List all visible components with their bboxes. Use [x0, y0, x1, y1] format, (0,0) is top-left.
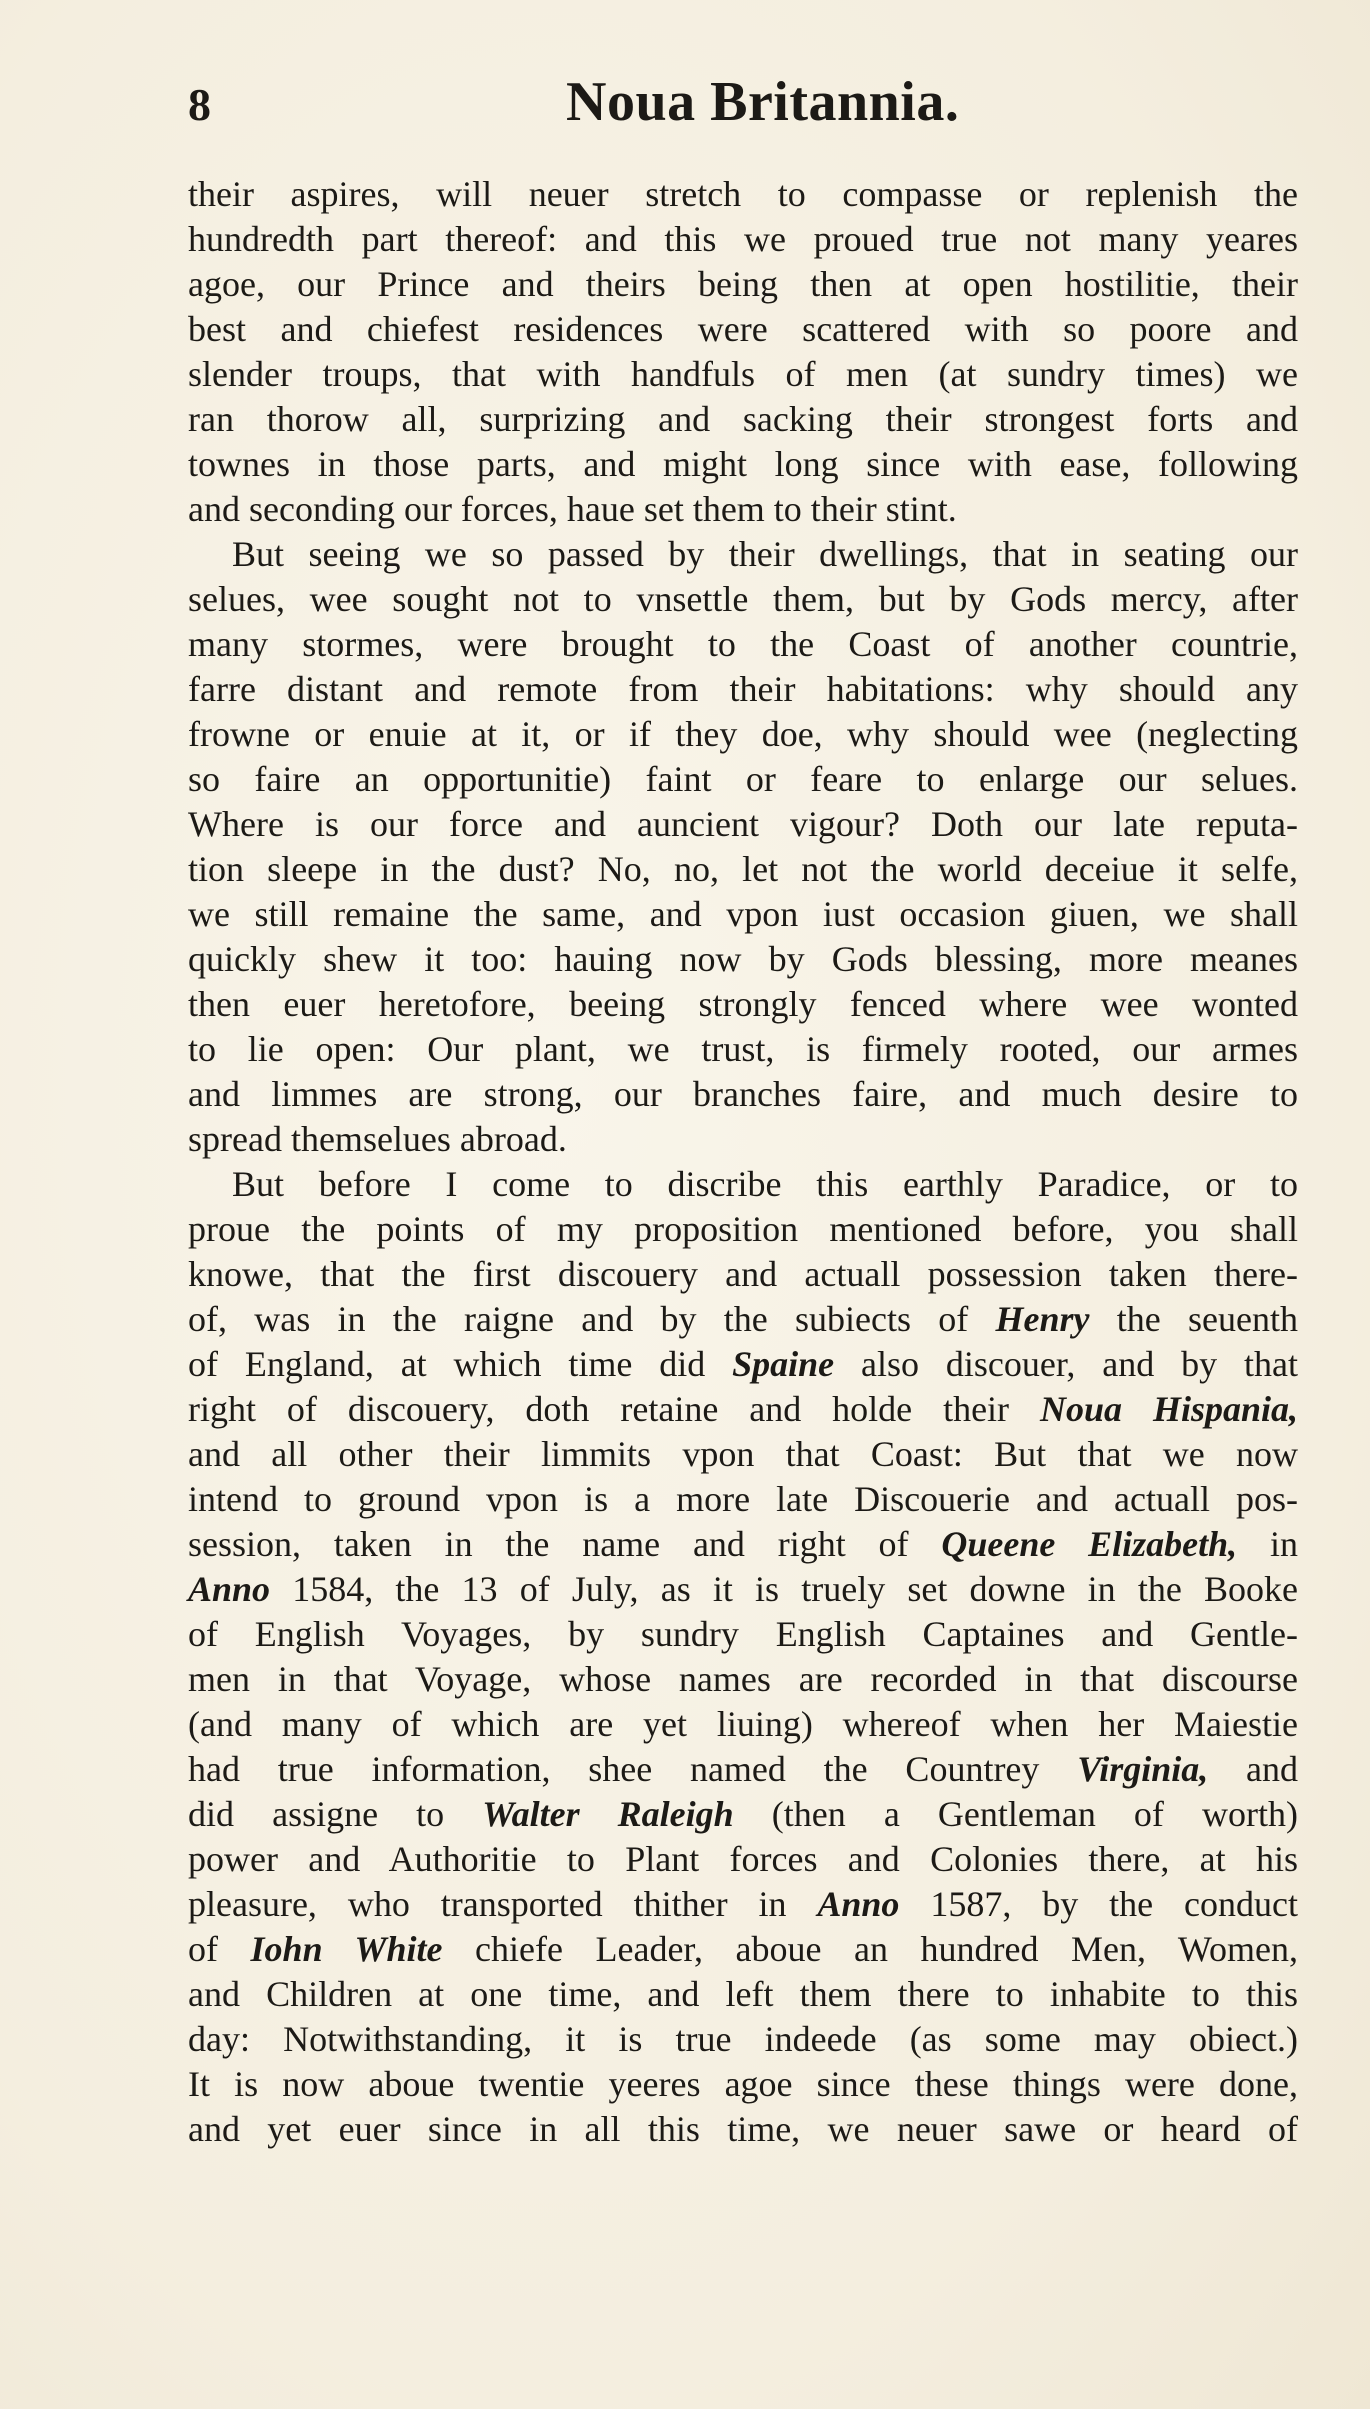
- text-run: in: [1237, 1524, 1298, 1564]
- text-run: the seuenth: [1089, 1299, 1298, 1339]
- text-run: quickly shew it too: hauing now by Gods blessing, more meanes: [188, 939, 1298, 979]
- text-line: [188, 262, 1298, 307]
- text-run: we still remaine the same, and vpon iust occasion giuen, we shall: [188, 894, 1298, 934]
- text-line: [188, 892, 1298, 937]
- text-run: frowne or enuie at it, or if they doe, why should wee (neglecting: [188, 714, 1298, 754]
- text-line: [188, 1117, 1298, 1162]
- text-run: hundredth part thereof: and this we proued true not many yeares: [188, 219, 1298, 259]
- italic-name: Henry: [995, 1299, 1090, 1339]
- text-line: [188, 802, 1298, 847]
- text-line: [188, 1837, 1298, 1882]
- text-run: of England, at which time did: [188, 1344, 733, 1384]
- text-run: ran thorow all, surprizing and sacking their strongest forts and: [188, 399, 1298, 439]
- text-run: power and Authoritie to Plant forces and Colonies there, at his: [188, 1839, 1298, 1879]
- text-line: [188, 1612, 1298, 1657]
- text-run: their aspires, will neuer stretch to compasse or replenish the: [188, 174, 1298, 214]
- italic-name: Spaine: [732, 1344, 835, 1384]
- text-run: proue the points of my proposition mentioned before, you shall: [188, 1209, 1298, 1249]
- text-run: knowe, that the first discouery and actuall possession taken there-: [188, 1254, 1298, 1294]
- text-line: [188, 622, 1298, 667]
- text-line: [188, 847, 1298, 892]
- text-run: and seconding our forces, haue set them to their stint.: [188, 489, 957, 529]
- text-run: of English Voyages, by sundry English Captaines and Gentle-: [188, 1614, 1298, 1654]
- text-run: and Children at one time, and left them there to inhabite to this: [188, 1974, 1298, 2014]
- text-line: [188, 1342, 1298, 1387]
- text-run: to lie open: Our plant, we trust, is firmely rooted, our armes: [188, 1029, 1298, 1069]
- text-run: then euer heretofore, beeing strongly fenced where wee wonted: [188, 984, 1298, 1024]
- text-line: [188, 487, 1298, 532]
- text-line: [188, 982, 1298, 1027]
- italic-name: Noua Hispania,: [1040, 1389, 1298, 1429]
- text-line: [188, 307, 1298, 352]
- text-line: [188, 1522, 1298, 1567]
- text-line: [188, 1297, 1298, 1342]
- text-line: [188, 532, 1298, 577]
- text-line: [188, 217, 1298, 262]
- text-run: agoe, our Prince and theirs being then at open hostilitie, their: [188, 264, 1298, 304]
- text-line: [188, 1972, 1298, 2017]
- text-line: [188, 1702, 1298, 1747]
- text-line: [188, 1387, 1298, 1432]
- text-run: But seeing we so passed by their dwellings, that in seating our: [232, 534, 1298, 574]
- text-run: many stormes, were brought to the Coast of another countrie,: [188, 624, 1298, 664]
- text-line: [188, 667, 1298, 712]
- text-line: [188, 1252, 1298, 1297]
- text-line: [188, 1162, 1298, 1207]
- text-run: so faire an opportunitie) faint or feare to enlarge our selues.: [188, 759, 1298, 799]
- text-line: [188, 352, 1298, 397]
- text-run: best and chiefest residences were scattered with so poore and: [188, 309, 1298, 349]
- italic-name: Queene Elizabeth,: [941, 1524, 1238, 1564]
- italic-name: Anno: [188, 1569, 271, 1609]
- text-run: slender troups, that with handfuls of men (at sundry times) we: [188, 354, 1298, 394]
- text-line: [188, 1657, 1298, 1702]
- text-run: intend to ground vpon is a more late Discouerie and actuall pos-: [188, 1479, 1298, 1519]
- text-run: 1584, the 13 of July, as it is truely set downe in the Booke: [270, 1569, 1298, 1609]
- text-run: spread themselues abroad.: [188, 1119, 567, 1159]
- text-line: [188, 1567, 1298, 1612]
- text-run: men in that Voyage, whose names are recorded in that discourse: [188, 1659, 1298, 1699]
- running-head: [188, 70, 1298, 140]
- text-run: (then a Gentleman of worth): [733, 1794, 1298, 1834]
- text-run: It is now aboue twentie yeeres agoe since these things were done,: [188, 2064, 1298, 2104]
- italic-name: Virginia,: [1077, 1749, 1209, 1789]
- text-run: selues, wee sought not to vnsettle them, but by Gods mercy, after: [188, 579, 1298, 619]
- text-run: and: [1208, 1749, 1298, 1789]
- text-line: [188, 1927, 1298, 1972]
- text-run: and all other their limmits vpon that Coast: But that we now: [188, 1434, 1298, 1474]
- text-run: farre distant and remote from their habitations: why should any: [188, 669, 1298, 709]
- text-line: [188, 2062, 1298, 2107]
- text-line: [188, 442, 1298, 487]
- text-line: [188, 2107, 1298, 2152]
- text-run: session, taken in the name and right of: [188, 1524, 942, 1564]
- text-run: day: Notwithstanding, it is true indeede (as some may obiect.): [188, 2019, 1298, 2059]
- text-line: [188, 1027, 1298, 1072]
- text-line: [188, 397, 1298, 442]
- text-run: of, was in the raigne and by the subiects of: [188, 1299, 996, 1339]
- text-line: [188, 757, 1298, 802]
- text-line: [188, 2017, 1298, 2062]
- text-line: [188, 937, 1298, 982]
- text-line: [188, 1207, 1298, 1252]
- text-run: also discouer, and by that: [834, 1344, 1298, 1384]
- text-run: and limmes are strong, our branches faire, and much desire to: [188, 1074, 1298, 1114]
- italic-name: Anno: [817, 1884, 900, 1924]
- text-run: tion sleepe in the dust? No, no, let not the world deceiue it selfe,: [188, 849, 1298, 889]
- text-run: But before I come to discribe this earthly Paradice, or to: [232, 1164, 1298, 1204]
- text-line: [188, 1747, 1298, 1792]
- text-line: [188, 1477, 1298, 1522]
- text-line: [188, 1792, 1298, 1837]
- text-run: of: [188, 1929, 251, 1969]
- text-line: [188, 712, 1298, 757]
- text-run: had true information, shee named the Countrey: [188, 1749, 1078, 1789]
- text-run: (and many of which are yet liuing) whereof when her Maiestie: [188, 1704, 1298, 1744]
- body-text: [188, 172, 1298, 2152]
- text-line: [188, 1072, 1298, 1117]
- text-run: did assigne to: [188, 1794, 483, 1834]
- text-run: right of discouery, doth retaine and holde their: [188, 1389, 1040, 1429]
- text-run: chiefe Leader, aboue an hundred Men, Women,: [442, 1929, 1298, 1969]
- text-line: [188, 172, 1298, 217]
- text-run: pleasure, who transported thither in: [188, 1884, 818, 1924]
- italic-name: Walter Raleigh: [482, 1794, 734, 1834]
- text-line: [188, 1882, 1298, 1927]
- text-line: [188, 1432, 1298, 1477]
- text-run: Where is our force and auncient vigour? Doth our late reputa-: [188, 804, 1298, 844]
- italic-name: Iohn White: [250, 1929, 443, 1969]
- text-run: and yet euer since in all this time, we neuer sawe or heard of: [188, 2109, 1298, 2149]
- page-number: 8: [188, 79, 211, 130]
- text-line: [188, 577, 1298, 622]
- text-run: townes in those parts, and might long since with ease, following: [188, 444, 1298, 484]
- text-run: 1587, by the conduct: [899, 1884, 1298, 1924]
- running-title: Noua Britannia.: [566, 71, 960, 133]
